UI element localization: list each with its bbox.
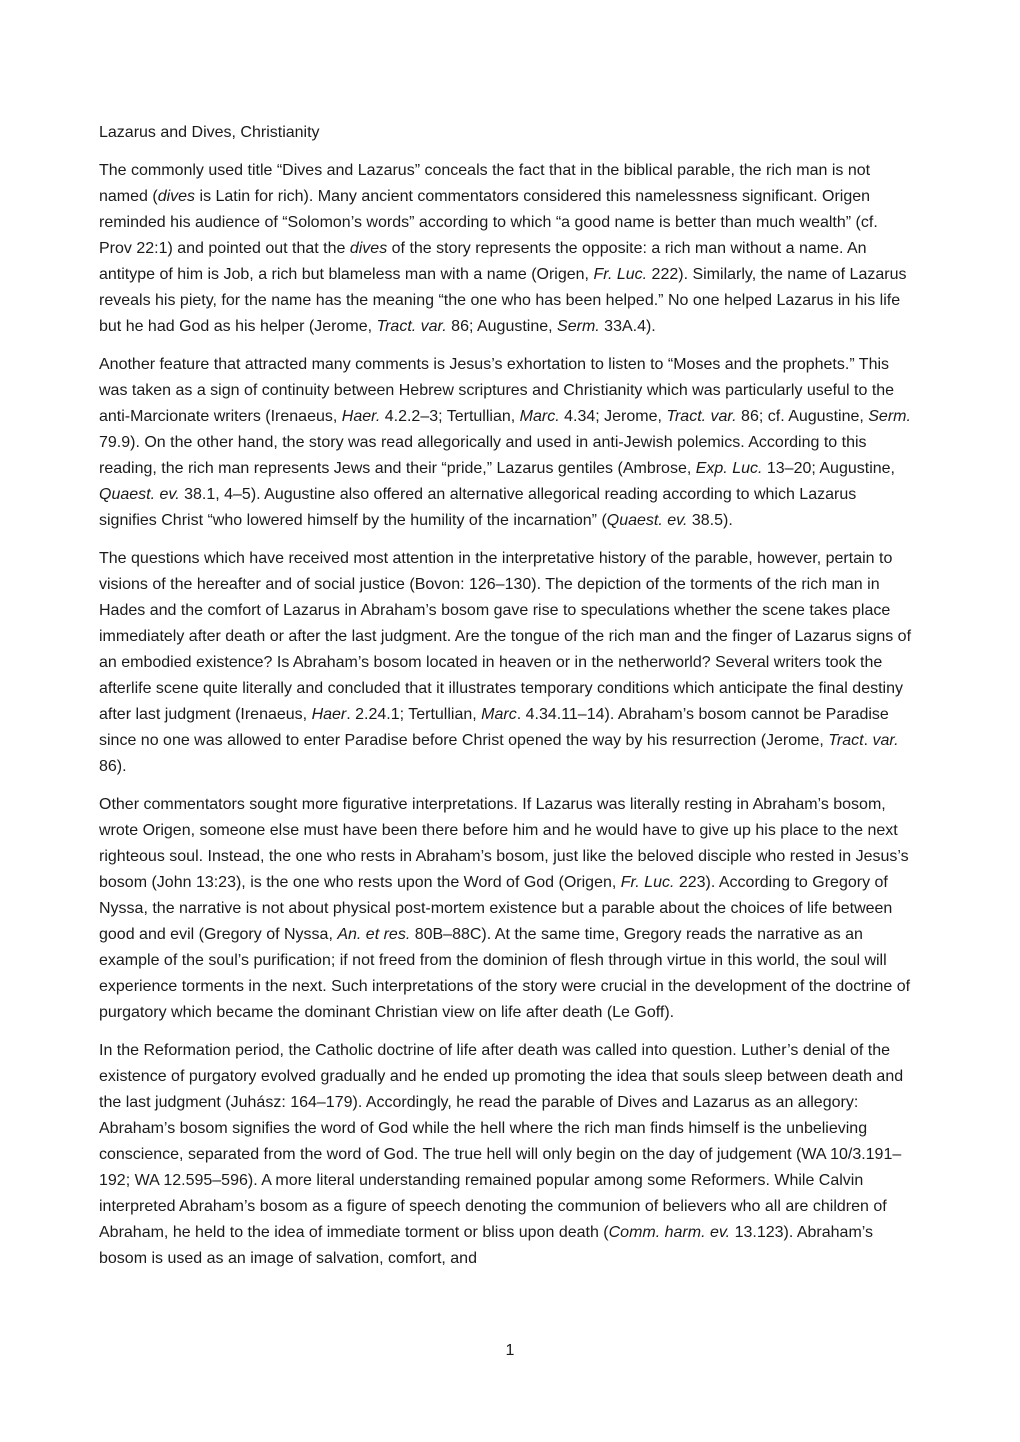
text-run: 80B–88C). At the same time, Gregory reads the narrative as an example of the soul’s purification; if not freed from the dominion of flesh through virtue in this world, the soul will experience torments in the next. Such interpretations of the story were crucial in the development of the doctrine of purgatory which became the dominant Christian view on life after death (Le Goff). bbox=[99, 926, 911, 1021]
text-run: Other commentators sought more figurative interpretations. If Lazarus was literally resting in Abraham’s bosom, wrote Origen, someone else must have been there before him and he would have to give up his place to the next righteous soul. Instead, the one who rests in Abraham’s bosom, just like the beloved disciple who rested in Jesus’s bosom (John 13:23), is the one who rests upon the Word of God (Origen, bbox=[99, 796, 909, 891]
italic-text-run: Serm. bbox=[868, 408, 911, 425]
text-run: 4.2.2–3; Tertullian, bbox=[380, 408, 520, 425]
italic-text-run: Tract bbox=[828, 732, 864, 749]
italic-text-run: Tract. var. bbox=[376, 318, 447, 335]
italic-text-run: Fr. Luc. bbox=[593, 266, 648, 283]
italic-text-run: An. et res. bbox=[337, 926, 411, 943]
paragraph bbox=[99, 352, 915, 534]
page-number: 1 bbox=[505, 1342, 515, 1359]
document-body bbox=[99, 158, 915, 1272]
paragraph bbox=[99, 546, 915, 780]
text-run: The questions which have received most attention in the interpretative history of the parable, however, pertain to visions of the hereafter and of social justice (Bovon: 126–130). The depiction of the torments of the rich man in Hades and the comfort of Lazarus in Abraham’s bosom gave rise to speculations whether the scene takes place immediately after death or after the last judgment. Are the tongue of the rich man and the finger of Lazarus signs of an embodied existence? Is Abraham’s bosom located in heaven or in the netherworld? Several writers took the afterlife scene quite literally and concluded that it illustrates temporary conditions which anticipate the final destiny after last judgment (Irenaeus, bbox=[99, 550, 912, 723]
text-run: 79.9). On the other hand, the story was read allegorically and used in anti-Jewish polemics. According to this reading, the rich man represents Jews and their “pride,” Lazarus gentiles (Ambrose, bbox=[99, 434, 867, 477]
italic-text-run: dives bbox=[349, 240, 388, 257]
italic-text-run: Tract. var. bbox=[666, 408, 737, 425]
text-run: 4.34; Jerome, bbox=[559, 408, 667, 425]
italic-text-run: Serm. bbox=[557, 318, 600, 335]
italic-text-run: Haer bbox=[311, 706, 347, 723]
italic-text-run: Haer. bbox=[341, 408, 381, 425]
italic-text-run: Quaest. ev. bbox=[606, 512, 688, 529]
italic-text-run: Quaest. ev. bbox=[99, 486, 180, 503]
text-run: . 2.24.1; Tertullian, bbox=[346, 706, 482, 723]
italic-text-run: Fr. Luc. bbox=[620, 874, 675, 891]
paragraph bbox=[99, 792, 915, 1026]
text-run: 13–20; Augustine, bbox=[762, 460, 895, 477]
text-run: The commonly used title “Dives and Lazarus” conceals the fact that in the biblical parable, the rich man is not named ( bbox=[99, 162, 871, 205]
text-run: 223). According to Gregory of Nyssa, the narrative is not about physical post-mortem existence but a parable about the choices of life between good and evil (Gregory of Nyssa, bbox=[99, 874, 893, 943]
paragraph bbox=[99, 1038, 915, 1272]
text-run: . 4.34.11–14). Abraham’s bosom cannot be Paradise since no one was allowed to enter Paradise before Christ opened the way by his resurrection (Jerome, bbox=[99, 706, 889, 749]
text-run: In the Reformation period, the Catholic doctrine of life after death was called into question. Luther’s denial of the existence of purgatory evolved gradually and he ended up promoting the idea that souls sleep between death and the last judgment (Juhász: 164–179). Accordingly, he read the parable of Dives and Lazarus as an allegory: Abraham’s bosom signifies the word of God while the hell where the rich man finds himself is the unbelieving conscience, separated from the word of God. The true hell will only begin on the day of judgement (WA 10/3.191–192; WA 12.595–596). A more literal understanding remained popular among some Reformers. While Calvin interpreted Abraham’s bosom as a figure of speech denoting the communion of believers who all are children of Abraham, he held to the idea of immediate torment or bliss upon death ( bbox=[99, 1042, 904, 1241]
text-run: 38.5). bbox=[687, 512, 733, 529]
document-title: Lazarus and Dives, Christianity bbox=[99, 124, 320, 141]
italic-text-run: var. bbox=[872, 732, 899, 749]
italic-text-run: Comm. harm. ev. bbox=[608, 1224, 731, 1241]
text-run: is Latin for rich). Many ancient commentators considered this namelessness significant. Origen reminded his audience of “Solomon’s words” according to which “a good name is better than much wealth” (cf. Prov 22:1) and pointed out that the bbox=[99, 188, 878, 257]
text-run: of the story represents the opposite: a rich man without a name. An antitype of him is Job, a rich but blameless man with a name (Origen, bbox=[99, 240, 867, 283]
paragraph bbox=[99, 158, 915, 340]
text-run: 33A.4). bbox=[599, 318, 656, 335]
italic-text-run: Exp. Luc. bbox=[695, 460, 763, 477]
text-run: 86; Augustine, bbox=[446, 318, 558, 335]
italic-text-run: Marc bbox=[481, 706, 517, 723]
text-run: . bbox=[863, 732, 873, 749]
text-run: Another feature that attracted many comments is Jesus’s exhortation to listen to “Moses and the prophets.” This was taken as a sign of continuity between Hebrew scriptures and Christianity which was particularly useful to the anti-Marcionate writers (Irenaeus, bbox=[99, 356, 895, 425]
italic-text-run: dives bbox=[157, 188, 196, 205]
text-run: 222). Similarly, the name of Lazarus reveals his piety, for the name has the meaning “the one who has been helped.” No one helped Lazarus in his life but he had God as his helper (Jerome, bbox=[99, 266, 907, 335]
text-run: 86; cf. Augustine, bbox=[736, 408, 869, 425]
text-run: 86). bbox=[99, 758, 127, 775]
page-footer bbox=[0, 1338, 1020, 1364]
text-run: 38.1, 4–5). Augustine also offered an alternative allegorical reading according to which Lazarus signifies Christ “who lowered himself by the humility of the incarnation” ( bbox=[99, 486, 857, 529]
italic-text-run: Marc. bbox=[519, 408, 560, 425]
text-run: 13.123). Abraham’s bosom is used as an image of salvation, comfort, and bbox=[99, 1224, 874, 1267]
